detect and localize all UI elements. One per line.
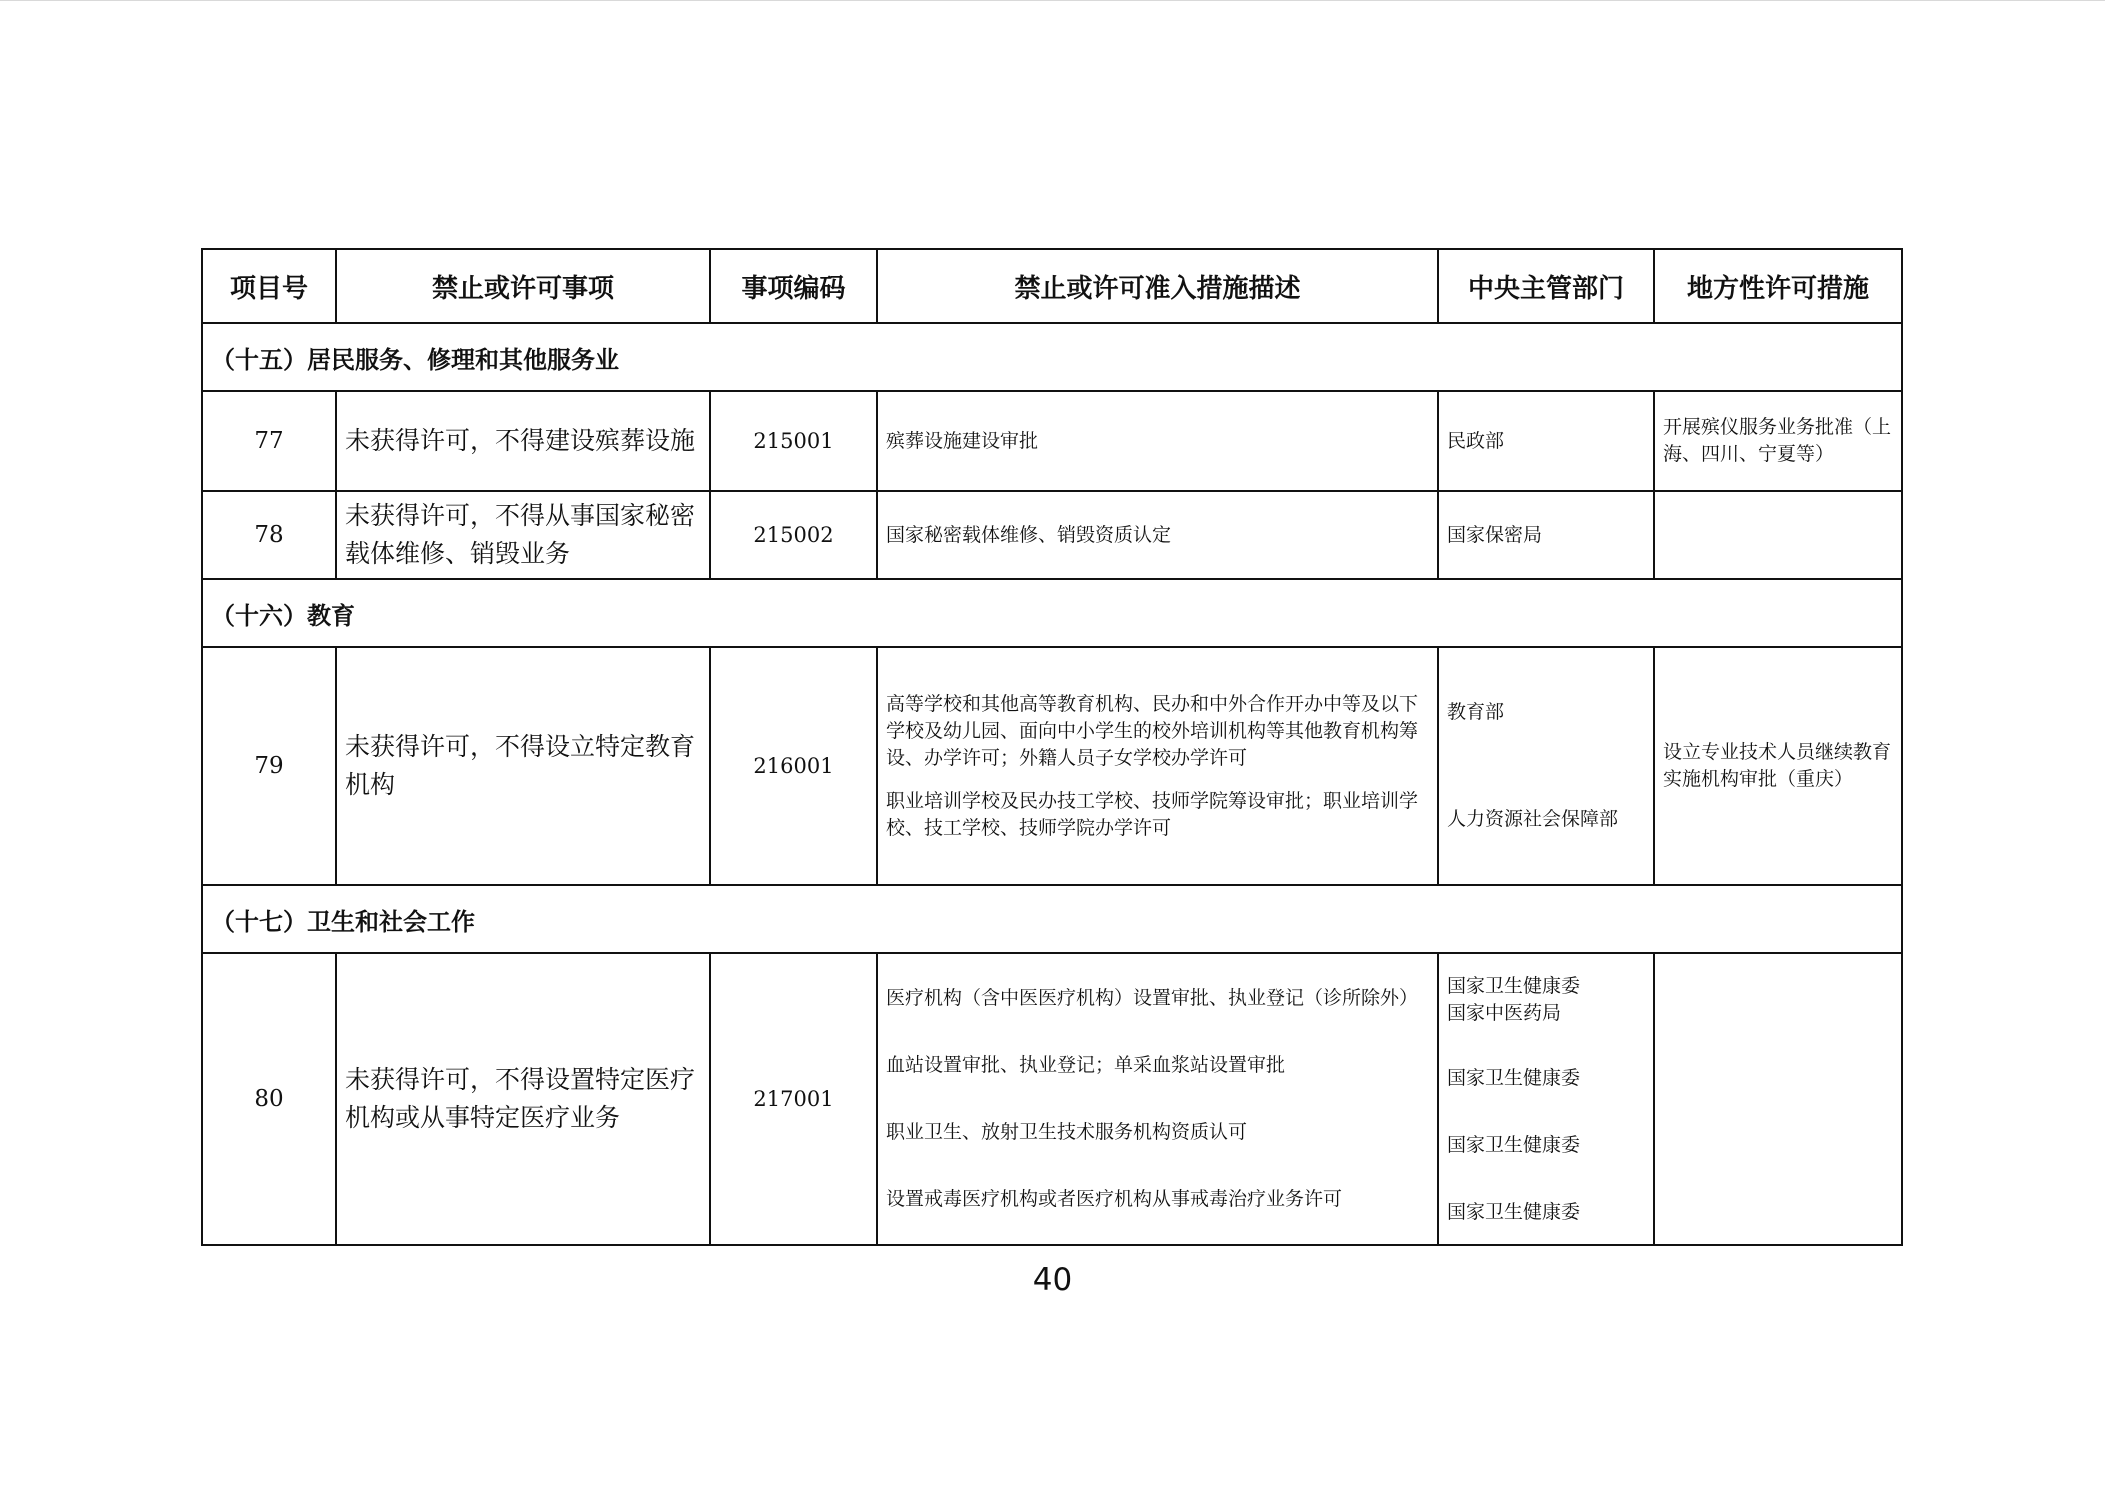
table-row xyxy=(202,647,1902,885)
section-row xyxy=(202,323,1902,391)
matter-text: 未获得许可，不得设立特定教育机构 xyxy=(336,647,710,885)
matter-text: 未获得许可，不得设置特定医疗机构或从事特定医疗业务 xyxy=(336,953,710,1245)
top-border-line xyxy=(0,0,2105,1)
table-row xyxy=(202,391,1902,491)
measure-description: 医疗机构（含中医医疗机构）设置审批、执业登记（诊所除外） xyxy=(886,987,1419,1009)
measure-description-cell xyxy=(877,953,1438,1245)
page-number: 40 xyxy=(1032,1262,1073,1298)
section-row xyxy=(202,885,1902,953)
header-local-measures: 地方性许可措施 xyxy=(1654,249,1902,323)
negative-list-table xyxy=(201,248,1903,1246)
central-department: 国家卫生健康委 xyxy=(1447,1200,1581,1223)
item-number: 77 xyxy=(202,391,336,491)
central-department: 人力资源社会保障部 xyxy=(1447,808,1619,830)
matter-code: 217001 xyxy=(710,953,877,1245)
section-row xyxy=(202,579,1902,647)
table-header-row xyxy=(202,249,1902,323)
table-row xyxy=(202,491,1902,579)
central-department: 国家中医药局 xyxy=(1447,1001,1562,1024)
central-department: 教育部 xyxy=(1447,701,1505,723)
local-measure xyxy=(1654,953,1902,1245)
central-department: 国家卫生健康委 xyxy=(1447,1133,1581,1156)
central-department: 民政部 xyxy=(1438,391,1654,491)
local-measure xyxy=(1654,491,1902,579)
item-number: 78 xyxy=(202,491,336,579)
section-title: （十五）居民服务、修理和其他服务业 xyxy=(202,323,1902,391)
measure-description: 职业卫生、放射卫生技术服务机构资质认可 xyxy=(886,1121,1248,1143)
local-measure: 开展殡仪服务业务批准（上海、四川、宁夏等） xyxy=(1654,391,1902,491)
measure-description: 国家秘密载体维修、销毁资质认定 xyxy=(877,491,1438,579)
measure-description: 高等学校和其他高等教育机构、民办和中外合作开办中等及以下学校及幼儿园、面向中小学生的校外培训机构等其他教育机构筹设、办学许可；外籍人员子女学校办学许可 xyxy=(886,692,1419,769)
section-title: （十七）卫生和社会工作 xyxy=(202,885,1902,953)
measure-description: 血站设置审批、执业登记；单采血浆站设置审批 xyxy=(886,1054,1286,1076)
measure-description: 职业培训学校及民办技工学校、技师学院筹设审批；职业培训学校、技工学校、技师学院办学许可 xyxy=(886,789,1419,839)
local-measure: 设立专业技术人员继续教育实施机构审批（重庆） xyxy=(1654,647,1902,885)
central-department-cell xyxy=(1438,953,1654,1245)
item-number: 79 xyxy=(202,647,336,885)
measure-description: 殡葬设施建设审批 xyxy=(877,391,1438,491)
central-department: 国家卫生健康委 xyxy=(1447,974,1581,997)
matter-code: 215001 xyxy=(710,391,877,491)
matter-code: 215002 xyxy=(710,491,877,579)
central-department-cell xyxy=(1438,647,1654,885)
header-description: 禁止或许可准入措施描述 xyxy=(877,249,1438,323)
measure-description: 设置戒毒医疗机构或者医疗机构从事戒毒治疗业务许可 xyxy=(886,1188,1343,1210)
matter-text: 未获得许可，不得建设殡葬设施 xyxy=(336,391,710,491)
header-code: 事项编码 xyxy=(710,249,877,323)
header-item-number: 项目号 xyxy=(202,249,336,323)
header-central-department: 中央主管部门 xyxy=(1438,249,1654,323)
central-department: 国家卫生健康委 xyxy=(1447,1066,1581,1089)
central-department: 国家保密局 xyxy=(1438,491,1654,579)
measure-description-cell xyxy=(877,647,1438,885)
item-number: 80 xyxy=(202,953,336,1245)
matter-code: 216001 xyxy=(710,647,877,885)
table-row xyxy=(202,953,1902,1245)
header-matter: 禁止或许可事项 xyxy=(336,249,710,323)
matter-text: 未获得许可，不得从事国家秘密载体维修、销毁业务 xyxy=(336,491,710,579)
section-title: （十六）教育 xyxy=(202,579,1902,647)
